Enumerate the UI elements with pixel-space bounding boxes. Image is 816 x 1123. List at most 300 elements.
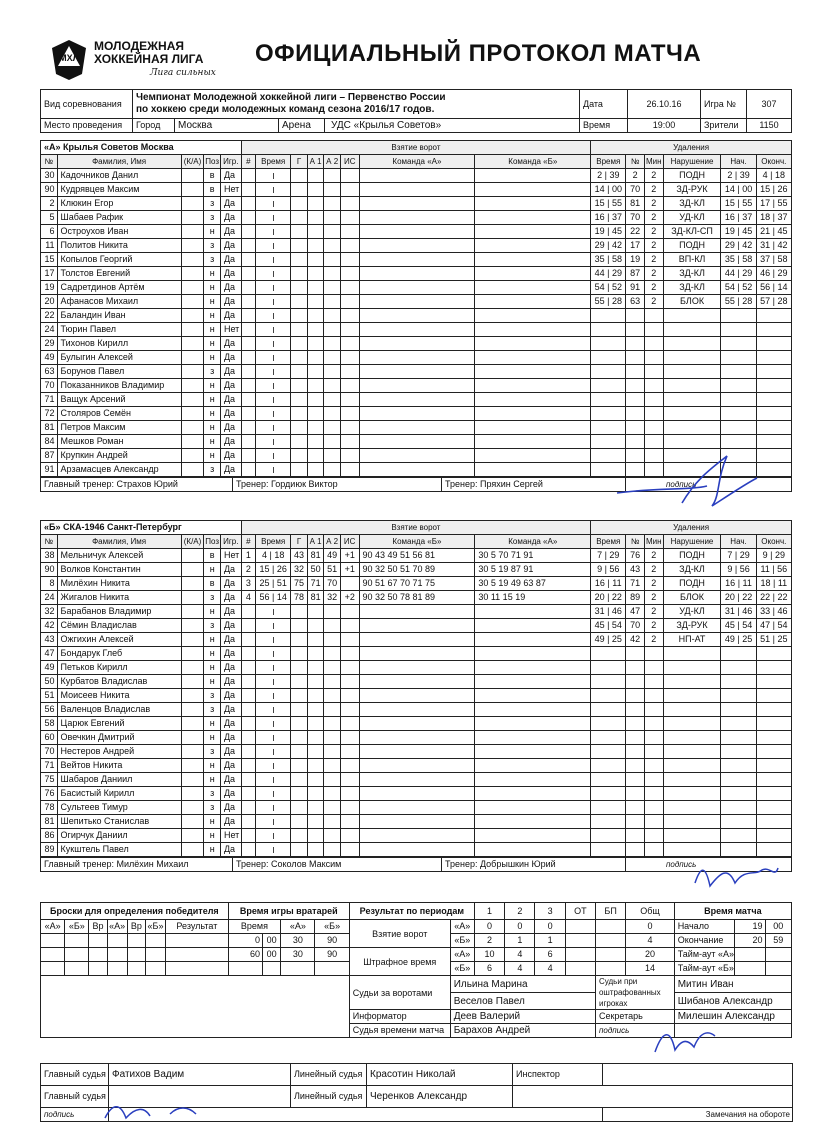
penalty-start-sec: 52 <box>742 282 753 292</box>
team-a-section <box>40 140 792 492</box>
player-number: 30 <box>41 169 58 183</box>
player-number: 76 <box>41 787 58 801</box>
penalty-time <box>591 647 626 661</box>
start-label: Начало <box>674 920 735 934</box>
penalty-time <box>591 731 626 745</box>
goal-strength <box>340 605 359 619</box>
player-played: Да <box>220 745 241 759</box>
goal-number <box>241 379 255 393</box>
org-name-line2: ХОККЕЙНАЯ ЛИГА <box>94 52 204 66</box>
goal-time <box>256 717 291 731</box>
player-number: 89 <box>41 843 58 857</box>
org-name-line1: МОЛОДЕЖНАЯ <box>94 39 184 53</box>
player-played: Да <box>220 309 241 323</box>
table-row <box>41 225 792 239</box>
table-row <box>41 773 792 787</box>
player-number: 5 <box>41 211 58 225</box>
goal-scorer <box>291 239 308 253</box>
signature-secretary-icon <box>650 1022 720 1056</box>
player-played: Да <box>220 365 241 379</box>
player-position: в <box>204 577 221 591</box>
goal-assist1 <box>307 619 324 633</box>
goal-assist2 <box>324 211 341 225</box>
goal-on-ice-other: 30 5 70 71 91 <box>475 549 591 563</box>
goal-assist1 <box>307 169 324 183</box>
penalty-end-min: 46 <box>760 268 771 278</box>
goal-on-ice-other: 30 5 19 87 91 <box>475 563 591 577</box>
team-b-coaches <box>40 857 792 872</box>
player-name: Борунов Павел <box>57 365 181 379</box>
goal-assist2 <box>324 717 341 731</box>
goal-time <box>256 407 291 421</box>
player-ka <box>181 309 204 323</box>
shootout-cell <box>127 962 145 976</box>
player-ka <box>181 169 204 183</box>
player-number: 90 <box>41 183 58 197</box>
goal-on-ice-scoring <box>359 239 475 253</box>
goals-b-total: 4 <box>626 934 674 948</box>
penalty-player: 42 <box>626 633 645 647</box>
penalty-end-sep: | <box>770 592 778 602</box>
informer-value: Деев Валерий <box>450 1010 595 1024</box>
penalty-start <box>721 239 756 253</box>
pim-b-bp <box>595 962 625 976</box>
gk1-min: 0 <box>228 934 262 948</box>
team-a-col-ka: (К/А) <box>181 155 204 169</box>
penalty-minutes <box>644 393 663 407</box>
goals-b-bp <box>595 934 625 948</box>
penalty-time-sep: | <box>604 198 612 208</box>
goal-scorer <box>291 393 308 407</box>
table-row <box>41 787 792 801</box>
goal-on-ice-scoring <box>359 421 475 435</box>
player-number: 51 <box>41 689 58 703</box>
penalty-player <box>626 337 645 351</box>
player-ka <box>181 183 204 197</box>
goal-on-ice-scoring <box>359 337 475 351</box>
shootout-cell <box>65 962 89 976</box>
goal-number <box>241 843 255 857</box>
goal-assist1 <box>307 365 324 379</box>
penalty-end-sec: 28 <box>777 296 788 306</box>
goal-number <box>241 449 255 463</box>
player-position: з <box>204 787 221 801</box>
goal-strength <box>340 661 359 675</box>
linesman2-value: Черенков Александр <box>367 1086 513 1108</box>
penalty-time <box>591 815 626 829</box>
gk2-a: 30 <box>281 948 315 962</box>
penalty-start <box>721 829 756 843</box>
penalty-time-min: 55 <box>594 296 605 306</box>
goal-time <box>256 647 291 661</box>
penalty-start-min: 16 <box>725 578 736 588</box>
goal-time <box>256 843 291 857</box>
goal-assist2 <box>324 675 341 689</box>
arena-label: Арена <box>282 119 325 132</box>
player-number: 2 <box>41 197 58 211</box>
goal-scorer: 78 <box>291 591 308 605</box>
team-b-col-team_b: Команда «Б» <box>359 535 475 549</box>
goal-assist1: 81 <box>307 549 324 563</box>
penalty-player: 22 <box>626 225 645 239</box>
goal-assist2 <box>324 281 341 295</box>
player-name: Волков Константин <box>57 563 181 577</box>
table-row <box>41 563 792 577</box>
goals-a-ot <box>565 920 595 934</box>
time-value: 19:00 <box>628 119 701 133</box>
penalty-time-sec: 58 <box>611 254 622 264</box>
penalty-time-min: 14 <box>594 184 605 194</box>
goal-time <box>256 281 291 295</box>
penalty-end-sep: | <box>770 282 778 292</box>
goal-on-ice-other <box>475 787 591 801</box>
goal-strength <box>340 829 359 843</box>
penalty-minutes: 2 <box>644 633 663 647</box>
table-row <box>41 689 792 703</box>
player-name: Петров Максим <box>57 421 181 435</box>
penalty-start <box>721 393 756 407</box>
goal-scorer <box>291 689 308 703</box>
spectators-label: Зрители <box>701 119 747 133</box>
goal-strength <box>340 773 359 787</box>
goal-assist2 <box>324 745 341 759</box>
goal-on-ice-scoring <box>359 815 475 829</box>
penalty-end <box>756 435 791 449</box>
goal-strength <box>340 577 359 591</box>
time-label: Время <box>580 119 628 133</box>
penalty-player <box>626 351 645 365</box>
penalty-start-sec: 29 <box>742 268 753 278</box>
player-name: Кудрявцев Максим <box>57 183 181 197</box>
goal-time <box>256 183 291 197</box>
player-played: Да <box>220 239 241 253</box>
player-played: Да <box>220 435 241 449</box>
player-ka <box>181 647 204 661</box>
penalty-start <box>721 309 756 323</box>
goal-on-ice-other <box>475 463 591 477</box>
player-position: н <box>204 647 221 661</box>
penalty-end-min: 37 <box>760 254 771 264</box>
goal-number <box>241 801 255 815</box>
goal-on-ice-other <box>475 661 591 675</box>
penalty-start-min: 16 <box>724 212 735 222</box>
goal-strength <box>340 815 359 829</box>
shootout-cell <box>41 934 65 948</box>
penalty-start <box>721 745 756 759</box>
penalty-start-sec: 29 <box>739 550 750 560</box>
penalty-time <box>591 843 626 857</box>
penalty-time-sec: 28 <box>611 296 622 306</box>
goal-on-ice-scoring <box>359 169 475 183</box>
penalty-player <box>626 309 645 323</box>
penalty-violation <box>663 773 721 787</box>
competition-label: Вид соревнования <box>41 90 133 119</box>
player-played: Да <box>220 605 241 619</box>
penalty-minutes <box>644 351 663 365</box>
penalty-judge1: Митин Иван <box>674 976 791 993</box>
goal-time <box>256 577 291 591</box>
penalty-end-sec: 11 <box>777 578 788 588</box>
penalty-time-min: 54 <box>594 282 605 292</box>
team-a-col-end: Оконч. <box>756 155 791 169</box>
team-a-col-hash: # <box>241 155 255 169</box>
goal-assist2 <box>324 759 341 773</box>
player-number: 81 <box>41 421 58 435</box>
penalty-time-sep: | <box>604 268 612 278</box>
player-name: Арзамасцев Александр <box>57 463 181 477</box>
player-name: Афанасов Михаил <box>57 295 181 309</box>
player-position: з <box>204 253 221 267</box>
goal-scorer: 43 <box>291 549 308 563</box>
goal-on-ice-other <box>475 759 591 773</box>
signature-ref-icon <box>100 1100 210 1122</box>
penalty-violation <box>663 407 721 421</box>
penalty-start <box>721 421 756 435</box>
period-col-2: 2 <box>505 903 535 920</box>
shootout-col-b2: «Б» <box>145 920 165 934</box>
penalty-time <box>591 267 626 281</box>
team-a-col-is: ИС <box>340 155 359 169</box>
player-ka <box>181 379 204 393</box>
player-name: Басистый Кирилл <box>57 787 181 801</box>
penalty-time-min: 31 <box>594 606 605 616</box>
shootout-cell <box>127 948 145 962</box>
penalty-start <box>721 281 756 295</box>
player-played: Да <box>220 703 241 717</box>
goal-on-ice-scoring: 90 32 50 78 81 89 <box>359 591 475 605</box>
goal-on-ice-other <box>475 745 591 759</box>
spectators-value: 1150 <box>747 119 792 133</box>
player-name: Милёхин Никита <box>57 577 181 591</box>
penalty-start <box>721 703 756 717</box>
player-played: Да <box>220 267 241 281</box>
goal-strength <box>340 225 359 239</box>
penalty-time-min: 16 <box>594 578 605 588</box>
penalty-time-sep: | <box>604 226 612 236</box>
penalty-minutes <box>644 323 663 337</box>
penalty-time-sec: 55 <box>611 198 622 208</box>
goal-assist1 <box>307 281 324 295</box>
goal-time <box>256 421 291 435</box>
timekeeper-value: Барахов Андрей <box>450 1024 595 1038</box>
goal-assist2 <box>324 225 341 239</box>
player-played: Да <box>220 661 241 675</box>
player-played: Да <box>220 463 241 477</box>
goal-assist1 <box>307 211 324 225</box>
player-played: Да <box>220 773 241 787</box>
penalty-violation: ЗД-КЛ-СП <box>663 225 721 239</box>
team-a-col-name: Фамилия, Имя <box>57 155 181 169</box>
goal-assist2 <box>324 647 341 661</box>
penalty-end <box>756 801 791 815</box>
penalty-start-sec: 22 <box>742 592 753 602</box>
player-name: Жигалов Никита <box>57 591 181 605</box>
gk-cell <box>315 962 349 976</box>
penalty-start-sep: | <box>734 634 743 644</box>
goal-scorer <box>291 787 308 801</box>
linesman-label-1: Линейный судья <box>291 1064 367 1086</box>
goal-number <box>241 365 255 379</box>
goal-on-ice-scoring: 90 32 50 51 70 89 <box>359 563 475 577</box>
goal-on-ice-other <box>475 267 591 281</box>
end-minutes: 59 <box>765 934 792 948</box>
pim-b-label: «Б» <box>450 962 474 976</box>
player-position: в <box>204 183 221 197</box>
goal-time-min: 4 <box>261 550 267 560</box>
goal-strength <box>340 463 359 477</box>
goal-assist1 <box>307 295 324 309</box>
goal-assist1 <box>307 759 324 773</box>
player-number: 70 <box>41 379 58 393</box>
player-number: 56 <box>41 703 58 717</box>
penalty-start-min: 29 <box>724 240 735 250</box>
penalty-time <box>591 717 626 731</box>
penalty-end-min: 56 <box>760 282 771 292</box>
team-a-coach2: Тренер: Пряхин Сергей <box>442 478 626 492</box>
goal-scorer: 32 <box>291 563 308 577</box>
pim-a-p2: 4 <box>505 948 535 962</box>
penalty-end <box>756 563 791 577</box>
player-name: Садретдинов Артём <box>57 281 181 295</box>
goals-a-p1: 0 <box>474 920 504 934</box>
penalty-player <box>626 815 645 829</box>
penalty-start-sec: 56 <box>739 564 750 574</box>
table-row <box>41 549 792 563</box>
penalty-time <box>591 407 626 421</box>
timeout-a-value <box>735 948 765 962</box>
player-ka <box>181 829 204 843</box>
goal-assist2 <box>324 239 341 253</box>
player-played: Да <box>220 633 241 647</box>
penalty-start-sep: | <box>732 170 740 180</box>
goal-time-min: 15 <box>259 564 270 574</box>
penalty-violation <box>663 661 721 675</box>
penalty-violation <box>663 647 721 661</box>
goal-time-min: 25 <box>259 578 270 588</box>
goal-number <box>241 661 255 675</box>
goal-on-ice-scoring <box>359 829 475 843</box>
penalty-player <box>626 731 645 745</box>
goal-scorer <box>291 801 308 815</box>
player-number: 49 <box>41 351 58 365</box>
penalty-time <box>591 549 626 563</box>
penalty-start <box>721 815 756 829</box>
player-ka <box>181 449 204 463</box>
player-ka <box>181 605 204 619</box>
penalty-time <box>591 197 626 211</box>
goal-strength <box>340 675 359 689</box>
player-number: 6 <box>41 225 58 239</box>
goal-scorer <box>291 281 308 295</box>
goal-on-ice-other <box>475 605 591 619</box>
penalty-violation: ЗД-КЛ <box>663 563 721 577</box>
penalty-end <box>756 577 791 591</box>
goal-assist1: 50 <box>307 563 324 577</box>
penalty-minutes <box>644 759 663 773</box>
team-a-col-pos: Поз <box>204 155 221 169</box>
table-row <box>41 675 792 689</box>
goal-assist1 <box>307 717 324 731</box>
penalty-time-sec: 00 <box>611 184 622 194</box>
player-ka <box>181 281 204 295</box>
penalty-player <box>626 421 645 435</box>
goal-strength <box>340 759 359 773</box>
goal-scorer <box>291 717 308 731</box>
goal-strength <box>340 169 359 183</box>
penalty-minutes <box>644 365 663 379</box>
player-name: Остроухов Иван <box>57 225 181 239</box>
penalty-time-sep: | <box>604 254 612 264</box>
goal-assist2 <box>324 295 341 309</box>
goal-assist1 <box>307 843 324 857</box>
goal-number <box>241 633 255 647</box>
goal-number <box>241 309 255 323</box>
goal-strength <box>340 717 359 731</box>
penalty-start-sec: 42 <box>742 240 753 250</box>
goal-on-ice-other <box>475 619 591 633</box>
penalty-minutes <box>644 421 663 435</box>
penalty-player: 81 <box>626 197 645 211</box>
penalty-violation <box>663 717 721 731</box>
goal-time <box>256 379 291 393</box>
penalty-minutes <box>644 689 663 703</box>
player-name: Вейтов Никита <box>57 759 181 773</box>
shootout-cell <box>65 934 89 948</box>
player-position: н <box>204 407 221 421</box>
shootout-cell <box>107 934 127 948</box>
match-time-title: Время матча <box>674 903 791 920</box>
penalty-time-sec: 25 <box>611 634 622 644</box>
goal-assist2 <box>324 633 341 647</box>
goal-on-ice-scoring <box>359 407 475 421</box>
goal-time <box>256 267 291 281</box>
goal-number <box>241 295 255 309</box>
penalty-end-min: 18 <box>760 578 771 588</box>
goal-on-ice-scoring: 90 43 49 51 56 81 <box>359 549 475 563</box>
penalty-end-sep: | <box>770 226 778 236</box>
table-row <box>41 829 792 843</box>
timeout-b-value2 <box>765 962 792 976</box>
table-row <box>41 295 792 309</box>
team-a-col-g: Г <box>291 155 308 169</box>
player-number: 17 <box>41 267 58 281</box>
player-number: 24 <box>41 591 58 605</box>
player-position: з <box>204 591 221 605</box>
player-number: 50 <box>41 675 58 689</box>
player-name: Тихонов Кирилл <box>57 337 181 351</box>
player-played: Да <box>220 281 241 295</box>
player-number: 71 <box>41 759 58 773</box>
table-row <box>41 703 792 717</box>
goal-assist1 <box>307 449 324 463</box>
goal-assist1 <box>307 703 324 717</box>
goal-number <box>241 605 255 619</box>
org-tagline: Лига сильных <box>150 68 216 78</box>
goal-on-ice-scoring <box>359 197 475 211</box>
penalty-time <box>591 591 626 605</box>
penalty-time-sec: 52 <box>611 282 622 292</box>
player-ka <box>181 703 204 717</box>
penalty-start <box>721 843 756 857</box>
periods-title: Результат по периодам <box>349 903 474 920</box>
goal-assist2 <box>324 309 341 323</box>
penalty-time-sep: | <box>604 282 612 292</box>
date-value: 26.10.16 <box>628 90 701 119</box>
penalty-minutes <box>644 647 663 661</box>
penalty-time <box>591 661 626 675</box>
player-name: Ожгихин Алексей <box>57 633 181 647</box>
goal-time <box>256 337 291 351</box>
